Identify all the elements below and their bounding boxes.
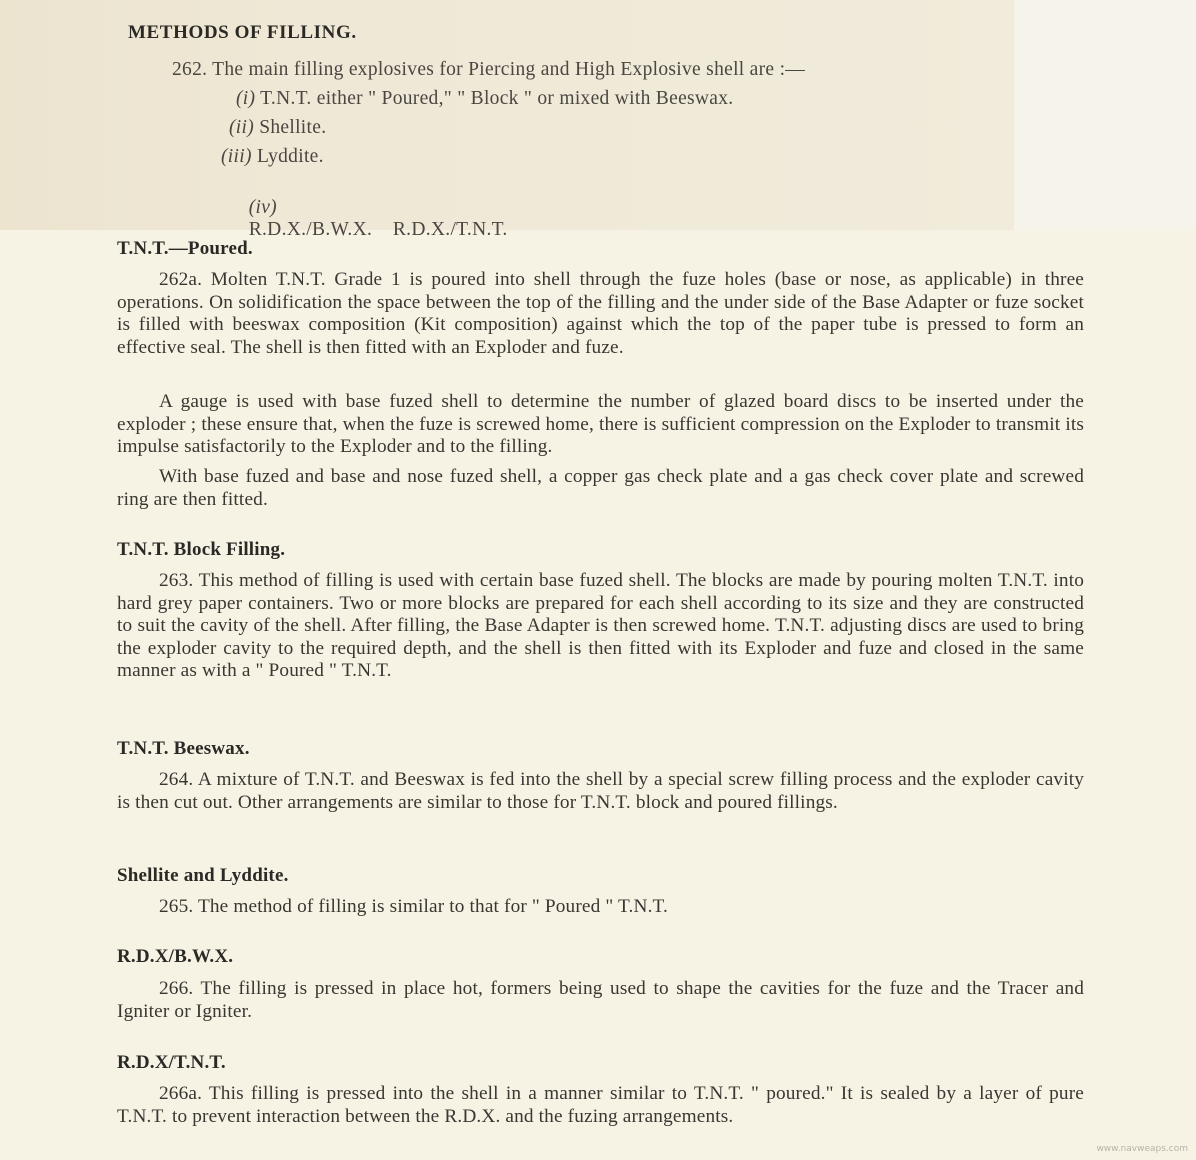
list-item-number: (iii) xyxy=(221,146,252,167)
list-item xyxy=(229,117,326,139)
section-paragraph: 265. The method of filling is similar to that for " Poured " T.N.T. xyxy=(159,896,669,917)
section-heading: T.N.T. Block Filling. xyxy=(117,539,286,560)
section-heading: R.D.X/T.N.T. xyxy=(117,1052,226,1073)
list-item-text: R.D.X./B.W.X. R.D.X./T.N.T. xyxy=(248,219,508,240)
section-paragraph: 264. A mixture of T.N.T. and Beeswax is fed into the shell by a special screw filling process and the exploder cavity is then cut out. Other arrangements are similar to those for T.N.T. block and poured fillings. xyxy=(117,769,1084,813)
list-item-text: Shellite. xyxy=(259,117,327,138)
section-heading: Shellite and Lyddite. xyxy=(117,865,289,886)
list-item-text: Lyddite. xyxy=(256,146,324,167)
section-heading: R.D.X/B.W.X. xyxy=(117,946,234,967)
section-paragraph: 262a. Molten T.N.T. Grade 1 is poured into shell through the fuze holes (base or nose, as applicable) in three operations. On solidification the space between the top of the filling and the under side of the Base Adapter or fuze socket is filled with beeswax composition (Kit composition) against which the top of the paper tube is pressed to form an effective seal. The shell is then fitted with an Exploder and fuze. xyxy=(117,269,1084,358)
section-paragraph: With base fuzed and base and nose fuzed shell, a copper gas check plate and a gas check cover plate and screwed ring are then fitted. xyxy=(117,466,1084,510)
list-item-text: T.N.T. either " Poured," " Block " or mixed with Beeswax. xyxy=(260,88,734,109)
watermark-text: www.navweaps.com xyxy=(1096,1144,1188,1154)
section-heading: T.N.T.—Poured. xyxy=(117,238,253,259)
list-item xyxy=(228,175,508,263)
list-item xyxy=(236,88,733,110)
intro-paragraph: 262. The main filling explosives for Piercing and High Explosive shell are :— xyxy=(172,59,806,80)
page-title: METHODS OF FILLING. xyxy=(128,22,357,43)
list-item-number: (i) xyxy=(236,88,256,109)
section-paragraph: 263. This method of filling is used with certain base fuzed shell. The blocks are made by pouring molten T.N.T. into hard grey paper containers. Two or more blocks are prepared for each shell according to its size and they are constructed to suit the cavity of the shell. After filling, the Base Adapter is then screwed home. T.N.T. adjusting discs are used to bring the exploder cavity to the required depth, and the shell is then fitted with its Exploder and fuze and closed in the same manner as with a " Poured " T.N.T. xyxy=(117,570,1084,682)
section-paragraph: A gauge is used with base fuzed shell to determine the number of glazed board discs to be inserted under the exploder ; these ensure that, when the fuze is screwed home, there is sufficient compression on the Exploder to transmit its impulse satisfactorily to the Exploder and to the filling. xyxy=(117,391,1084,458)
list-item-number: (iv) xyxy=(248,197,277,218)
section-heading: T.N.T. Beeswax. xyxy=(117,738,250,759)
list-item xyxy=(221,146,324,168)
scan-top-strip-edge xyxy=(1014,0,1196,230)
list-item-number: (ii) xyxy=(229,117,255,138)
section-paragraph: 266a. This filling is pressed into the shell in a manner similar to T.N.T. " poured." It is sealed by a layer of pure T.N.T. to prevent interaction between the R.D.X. and the fuzing arrangements. xyxy=(117,1083,1084,1127)
section-paragraph: 266. The filling is pressed in place hot, formers being used to shape the cavities for the fuze and the Tracer and Igniter or Igniter. xyxy=(117,978,1084,1022)
